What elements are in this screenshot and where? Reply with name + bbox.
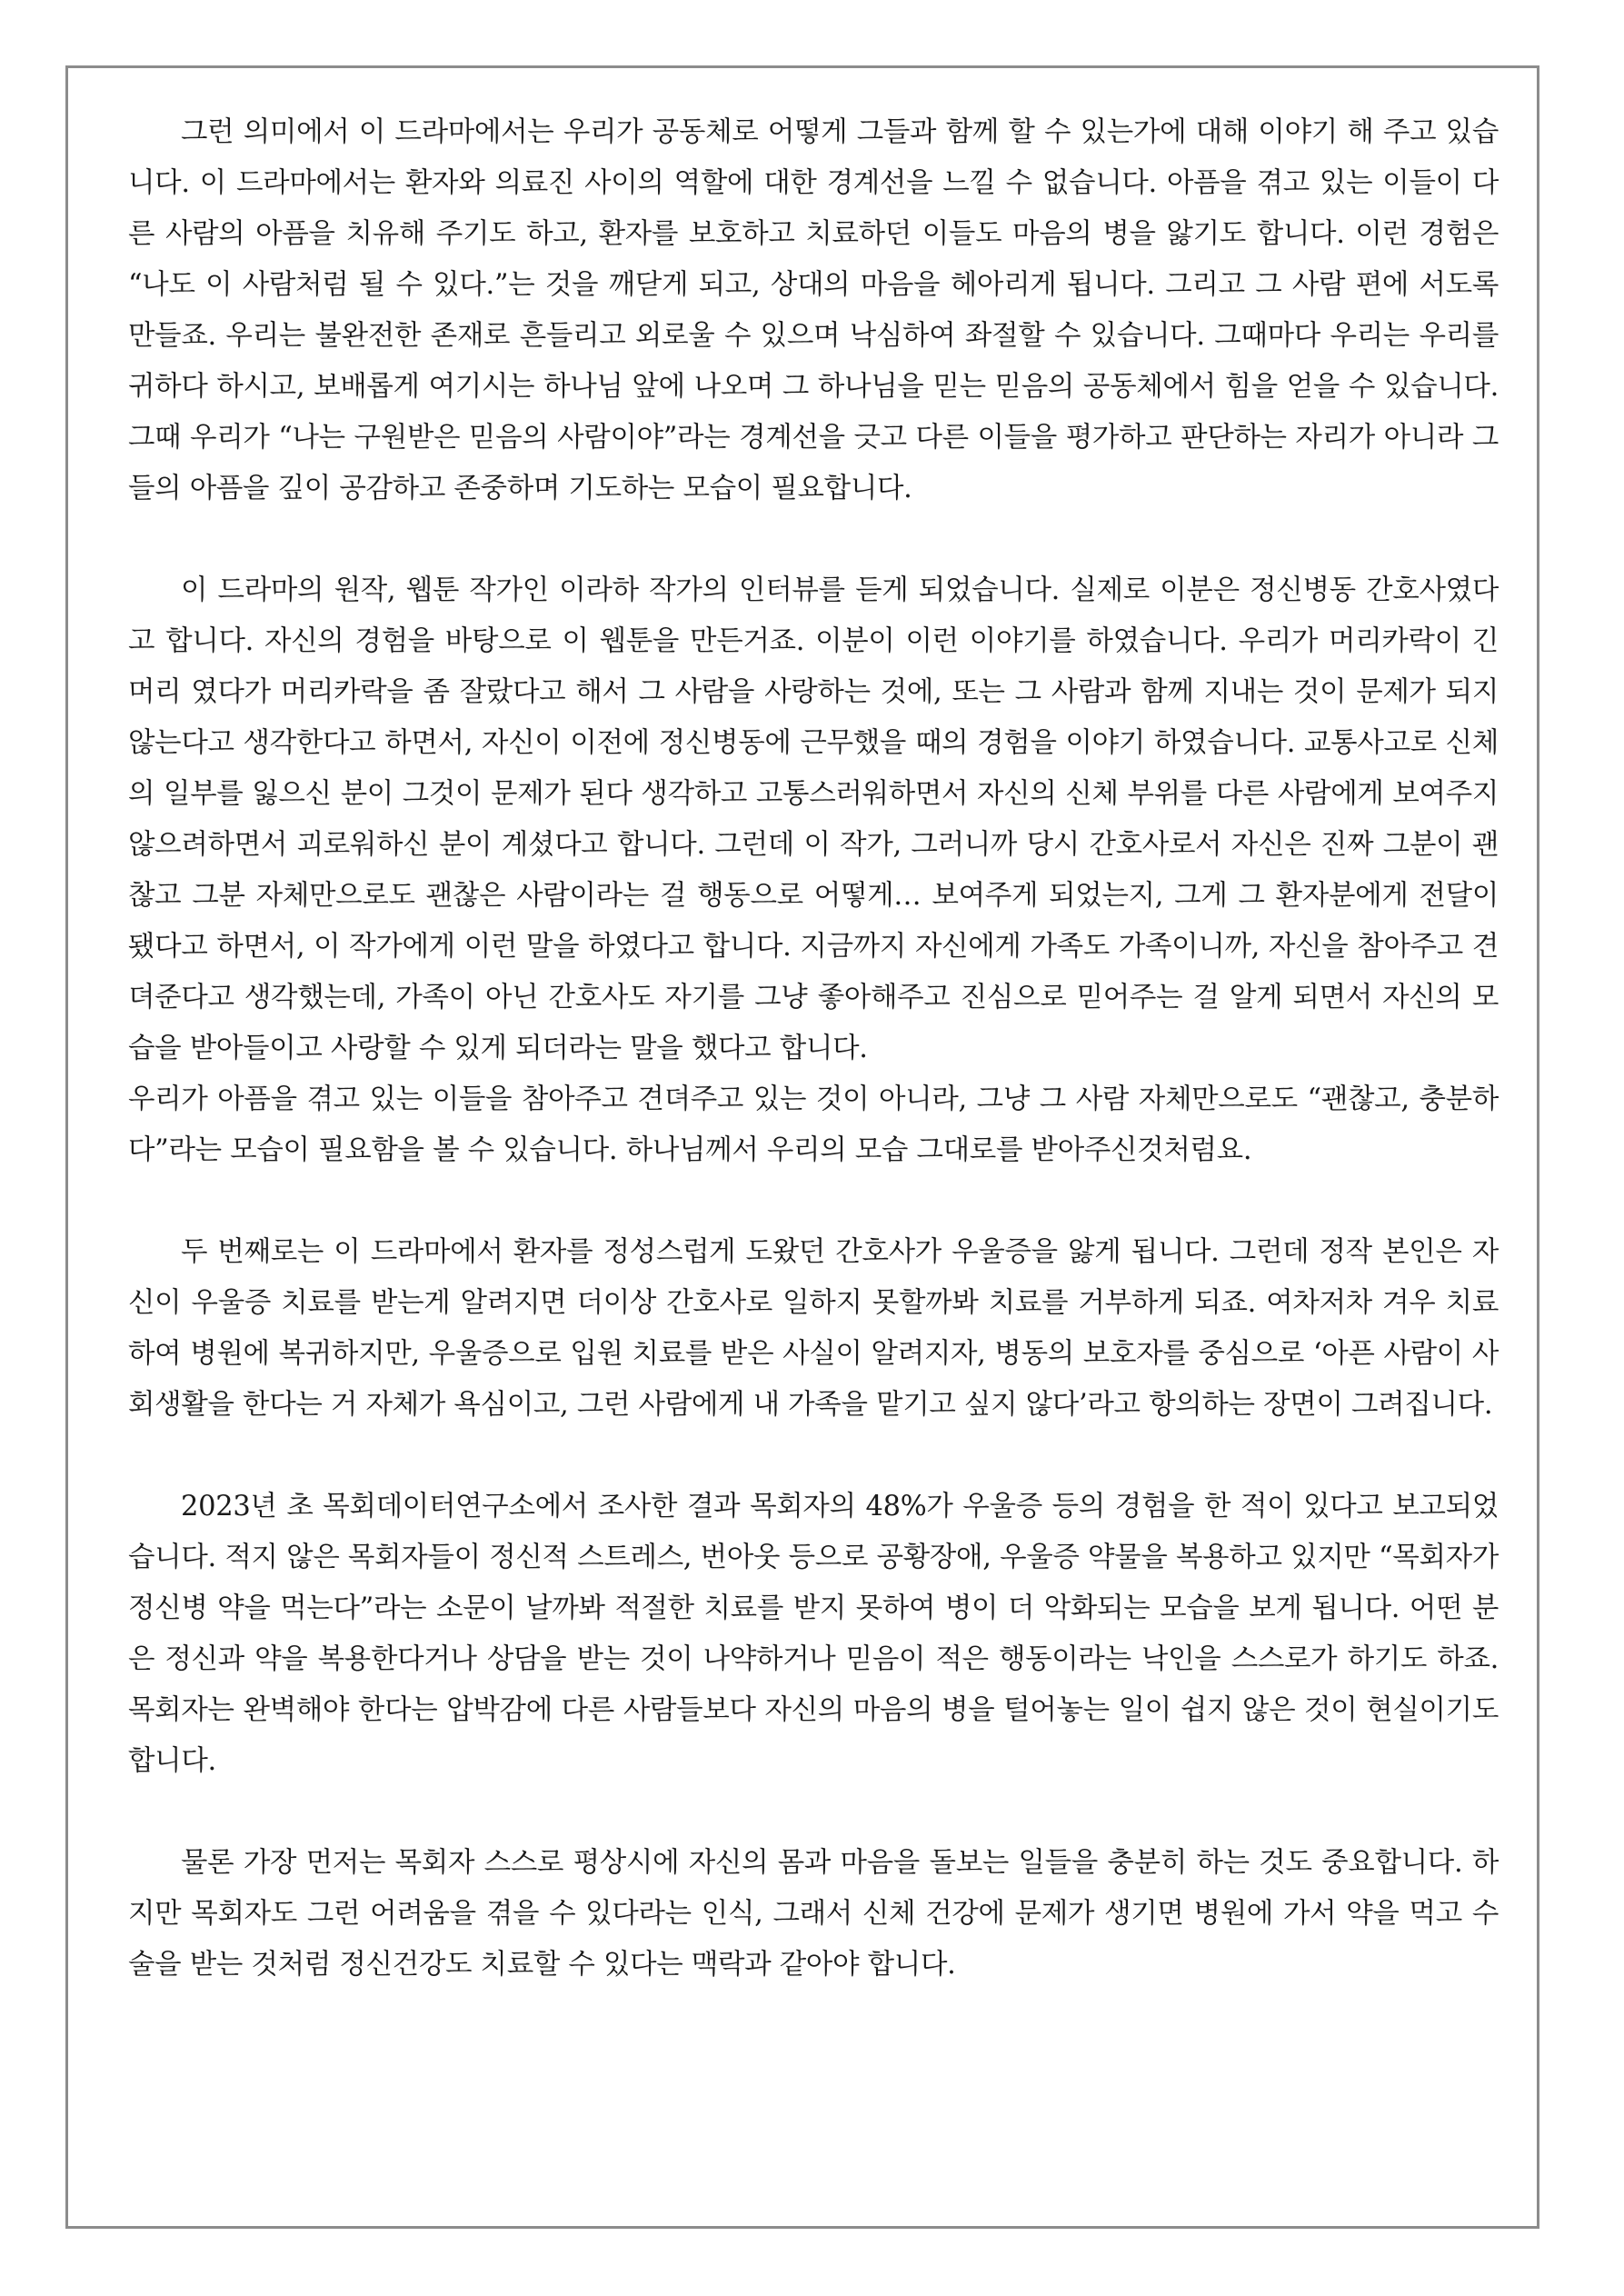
paragraph-spacer	[128, 514, 1499, 565]
paragraph-self-care: 물론 가장 먼저는 목회자 스스로 평상시에 자신의 몸과 마음을 돌보는 일들을 충분히 하는 것도 중요합니다. 하지만 목회자도 그런 어려움을 겪을 수 있다라는 인식, 그래서 신체 건강에 문제가 생기면 병원에 가서 약을 먹고 수술을 받는 것처럼 정신건강도 치료할 수 있다는 맥락과 같아야 합니다.	[128, 1847, 1499, 1981]
paragraph-spacer	[128, 1176, 1499, 1227]
paragraph-author-interview: 이 드라마의 원작, 웹툰 작가인 이라하 작가의 인터뷰를 듣게 되었습니다. 실제로 이분은 정신병동 간호사였다고 합니다. 자신의 경험을 바탕으로 이 웹툰을 만든거죠. 이분이 이런 이야기를 하였습니다. 우리가 머리카락이 긴 머리 였다가 머리카락을 좀 잘랐다고 해서 그 사람을 사랑하는 것에, 또는 그 사람과 함께 지내는 것이 문제가 되지 않는다고 생각한다고 하면서, 자신이 이전에 정신병동에 근무했을 때의 경험을 이야기 하였습니다. 교통사고로 신체의 일부를 잃으신 분이 그것이 문제가 된다 생각하고 고통스러워하면서 자신의 신체 부위를 다른 사람에게 보여주지 않으려하면서 괴로워하신 분이 계셨다고 합니다. 그런데 이 작가, 그러니까 당시 간호사로서 자신은 진짜 그분이 괜찮고 그분 자체만으로도 괜찮은 사람이라는 걸 행동으로 어떻게… 보여주게 되었는지, 그게 그 환자분에게 전달이 됐다고 하면서, 이 작가에게 이런 말을 하였다고 합니다. 지금까지 자신에게 가족도 가족이니까, 자신을 참아주고 견뎌준다고 생각했는데, 가족이 아닌 간호사도 자기를 그냥 좋아해주고 진심으로 믿어주는 걸 알게 되면서 자신의 모습을 받아들이고 사랑할 수 있게 되더라는 말을 했다고 합니다.	[128, 574, 1499, 1064]
document-body	[128, 107, 1499, 1991]
paragraph-spacer	[128, 1431, 1499, 1482]
paragraph-acceptance: 우리가 아픔을 겪고 있는 이들을 참아주고 견뎌주고 있는 것이 아니라, 그냥 그 사람 자체만으로도 “괜찮고, 충분하다”라는 모습이 필요함을 볼 수 있습니다. 하나님께서 우리의 모습 그대로를 받아주신것처럼요.	[128, 1083, 1499, 1166]
paragraph-community: 그런 의미에서 이 드라마에서는 우리가 공동체로 어떻게 그들과 함께 할 수 있는가에 대해 이야기 해 주고 있습니다. 이 드라마에서는 환자와 의료진 사이의 역할에 대한 경계선을 느낄 수 없습니다. 아픔을 겪고 있는 이들이 다른 사람의 아픔을 치유해 주기도 하고, 환자를 보호하고 치료하던 이들도 마음의 병을 앓기도 합니다. 이런 경험은 “나도 이 사람처럼 될 수 있다.”는 것을 깨닫게 되고, 상대의 마음을 헤아리게 됩니다. 그리고 그 사람 편에 서도록 만들죠. 우리는 불완전한 존재로 흔들리고 외로울 수 있으며 낙심하여 좌절할 수 있습니다. 그때마다 우리는 우리를 귀하다 하시고, 보배롭게 여기시는 하나님 앞에 나오며 그 하나님을 믿는 믿음의 공동체에서 힘을 얻을 수 있습니다. 그때 우리가 “나는 구원받은 믿음의 사람이야”라는 경계선을 긋고 다른 이들을 평가하고 판단하는 자리가 아니라 그들의 아픔을 깊이 공감하고 존중하며 기도하는 모습이 필요합니다.	[128, 116, 1499, 504]
paragraph-nurse-depression: 두 번째로는 이 드라마에서 환자를 정성스럽게 도왔던 간호사가 우울증을 앓게 됩니다. 그런데 정작 본인은 자신이 우울증 치료를 받는게 알려지면 더이상 간호사로 일하지 못할까봐 치료를 거부하게 되죠. 여차저차 겨우 치료하여 병원에 복귀하지만, 우울증으로 입원 치료를 받은 사실이 알려지자, 병동의 보호자를 중심으로 ‘아픈 사람이 사회생활을 한다는 거 자체가 욕심이고, 그런 사람에게 내 가족을 맡기고 싶지 않다’라고 항의하는 장면이 그려집니다.	[128, 1236, 1499, 1421]
paragraph-spacer	[128, 1787, 1499, 1838]
paragraph-pastor-survey: 2023년 초 목회데이터연구소에서 조사한 결과 목회자의 48%가 우울증 등의 경험을 한 적이 있다고 보고되었습니다. 적지 않은 목회자들이 정신적 스트레스, 번아웃 등으로 공황장애, 우울증 약물을 복용하고 있지만 “목회자가 정신병 약을 먹는다”라는 소문이 날까봐 적절한 치료를 받지 못하여 병이 더 악화되는 모습을 보게 됩니다. 어떤 분은 정신과 약을 복용한다거나 상담을 받는 것이 나약하거나 믿음이 적은 행동이라는 낙인을 스스로가 하기도 하죠. 목회자는 완벽해야 한다는 압박감에 다른 사람들보다 자신의 마음의 병을 털어놓는 일이 쉽지 않은 것이 현실이기도 합니다.	[128, 1491, 1499, 1777]
